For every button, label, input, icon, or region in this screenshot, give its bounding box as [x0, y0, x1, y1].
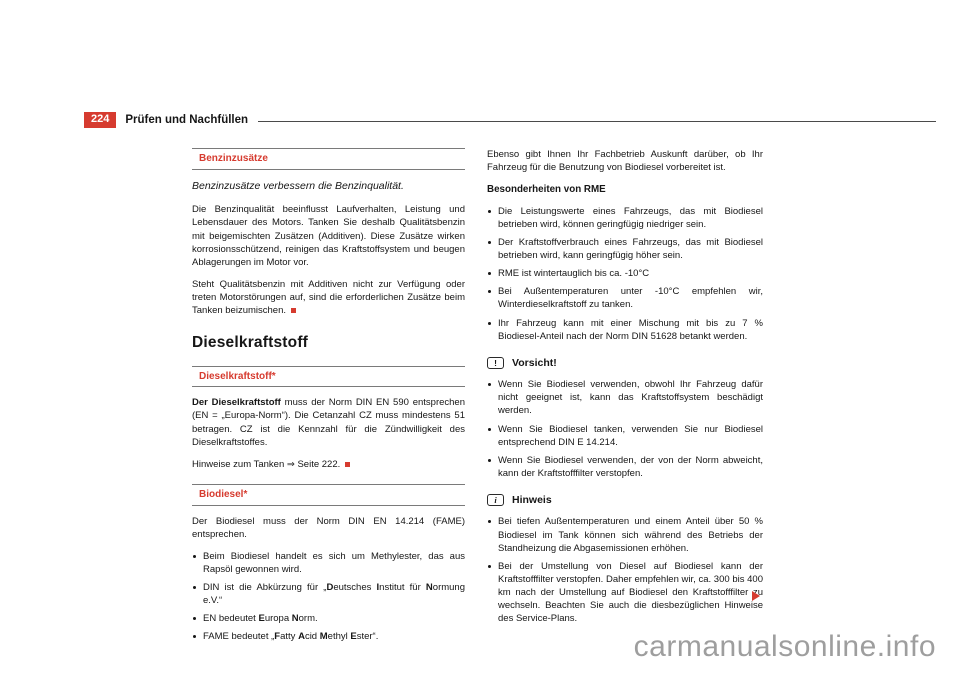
tanken-reference	[192, 458, 465, 471]
benzin-para2	[192, 278, 465, 317]
dieselkraftstoff-para: Der Dieselkraftstoff muss der Norm DIN EN 590 entsprechen (EN = „Europa-Norm“). Die Cetanzahl CZ muss mindestens 51 betragen. CZ ist die Kennzahl für die Zündwilligkeit des Dieselkraftstoffes.	[192, 397, 466, 448]
rme-list	[487, 205, 763, 343]
info-icon: i	[487, 494, 504, 506]
right-column	[487, 148, 763, 634]
list-item: FAME bedeutet „Fatty Acid Methyl Ester“.	[192, 630, 465, 643]
header-rule	[258, 121, 936, 122]
rme-heading: Besonderheiten von RME	[487, 184, 606, 196]
list-item: Bei tiefen Außentemperaturen und einem Anteil über 50 % Biodiesel im Tank können sich während des Betriebs der Standheizung die Abgasemissionen erhöhen.	[487, 515, 763, 554]
hinweis-list	[487, 515, 763, 625]
vorsicht-header	[487, 356, 763, 370]
list-item: RME ist wintertauglich bis ca. -10°C	[487, 267, 763, 280]
dieselkraftstoff-heading: Dieselkraftstoff	[192, 334, 309, 352]
list-item: Bei Außentemperaturen unter -10°C empfehlen wir, Winterdieselkraftstoff zu tanken.	[487, 285, 763, 311]
tanken-reference-text: Hinweise zum Tanken ⇒ Seite 222.	[192, 458, 341, 470]
left-column	[192, 148, 465, 653]
section-header-benzinzusaetze: Benzinzusätze	[192, 148, 465, 170]
list-item: Die Leistungswerte eines Fahrzeugs, das mit Biodiesel betrieben wird, können geringfügig niedriger sein.	[487, 205, 763, 231]
list-item: Der Kraftstoffverbrauch eines Fahrzeugs, das mit Biodiesel betrieben wird, kann geringfügig höher sein.	[487, 236, 763, 262]
section-header-biodiesel: Biodiesel*	[192, 484, 465, 506]
watermark: carmanualsonline.info	[633, 630, 936, 663]
list-item: Wenn Sie Biodiesel verwenden, obwohl Ihr Fahrzeug dafür nicht geeignet ist, kann das Kraftstoffsystem beschädigt werden.	[487, 378, 763, 417]
benzin-subtitle: Benzinzusätze verbessern die Benzinqualität.	[192, 179, 404, 192]
end-of-section-marker	[345, 462, 350, 467]
page-title: Prüfen und Nachfüllen	[125, 114, 249, 126]
list-item: Bei der Umstellung von Diesel auf Biodiesel kann der Kraftstofffilter verstopfen. Daher empfehlen wir, ca. 300 bis 400 km nach der Umstellung auf Biodiesel den Kraftstofffilter zu wechseln. Beachten Sie auch die diesbezüglichen Hinweise des Service-Plans.	[487, 560, 763, 626]
list-item: Wenn Sie Biodiesel tanken, verwenden Sie nur Biodiesel entsprechend DIN E 14.214.	[487, 423, 763, 449]
benzin-para1: Die Benzinqualität beeinflusst Laufverhalten, Leistung und Lebensdauer des Motors. Tanken Sie deshalb Qualitätsbenzin mit beigemischten Zusätzen (Additiven). Diese Zusätze wirken korrosionsschützend, reinigen das Kraftstoffsystem und beugen Ablagerungen im Motor vor.	[192, 204, 465, 268]
hinweis-header	[487, 493, 763, 507]
page-number-badge: 224	[84, 112, 116, 128]
vorsicht-label: Vorsicht!	[512, 356, 557, 369]
vorsicht-list	[487, 378, 763, 480]
list-item: DIN ist die Abkürzung für „Deutsches Institut für Normung e.V.“	[192, 581, 465, 607]
end-of-section-marker	[291, 308, 296, 313]
biodiesel-list	[192, 550, 465, 644]
section-header-dieselkraftstoff: Dieselkraftstoff*	[192, 366, 465, 388]
hinweis-label: Hinweis	[512, 493, 552, 506]
list-item: Beim Biodiesel handelt es sich um Methylester, das aus Rapsöl gewonnen wird.	[192, 550, 465, 576]
page-header	[84, 112, 936, 128]
biodiesel-intro: Der Biodiesel muss der Norm DIN EN 14.214 (FAME) entsprechen.	[192, 515, 465, 540]
benzin-para2-text: Steht Qualitätsbenzin mit Additiven nicht zur Verfügung oder treten Motorstörungen auf, sind die erforderlichen Zusätze beim Tanken beizumischen.	[192, 278, 465, 317]
fachbetrieb-para: Ebenso gibt Ihnen Ihr Fachbetrieb Auskunft darüber, ob Ihr Fahrzeug für die Benutzung von Biodiesel vorbereitet ist.	[487, 149, 763, 174]
exclamation-icon: !	[487, 357, 504, 369]
list-item: EN bedeutet Europa Norm.	[192, 612, 465, 625]
list-item: Wenn Sie Biodiesel verwenden, der von der Norm abweicht, kann der Kraftstofffilter verstopfen.	[487, 454, 763, 480]
list-item: Ihr Fahrzeug kann mit einer Mischung mit bis zu 7 % Biodiesel-Anteil nach der Norm DIN 51628 betankt werden.	[487, 317, 763, 343]
continuation-arrow-icon	[752, 591, 760, 601]
